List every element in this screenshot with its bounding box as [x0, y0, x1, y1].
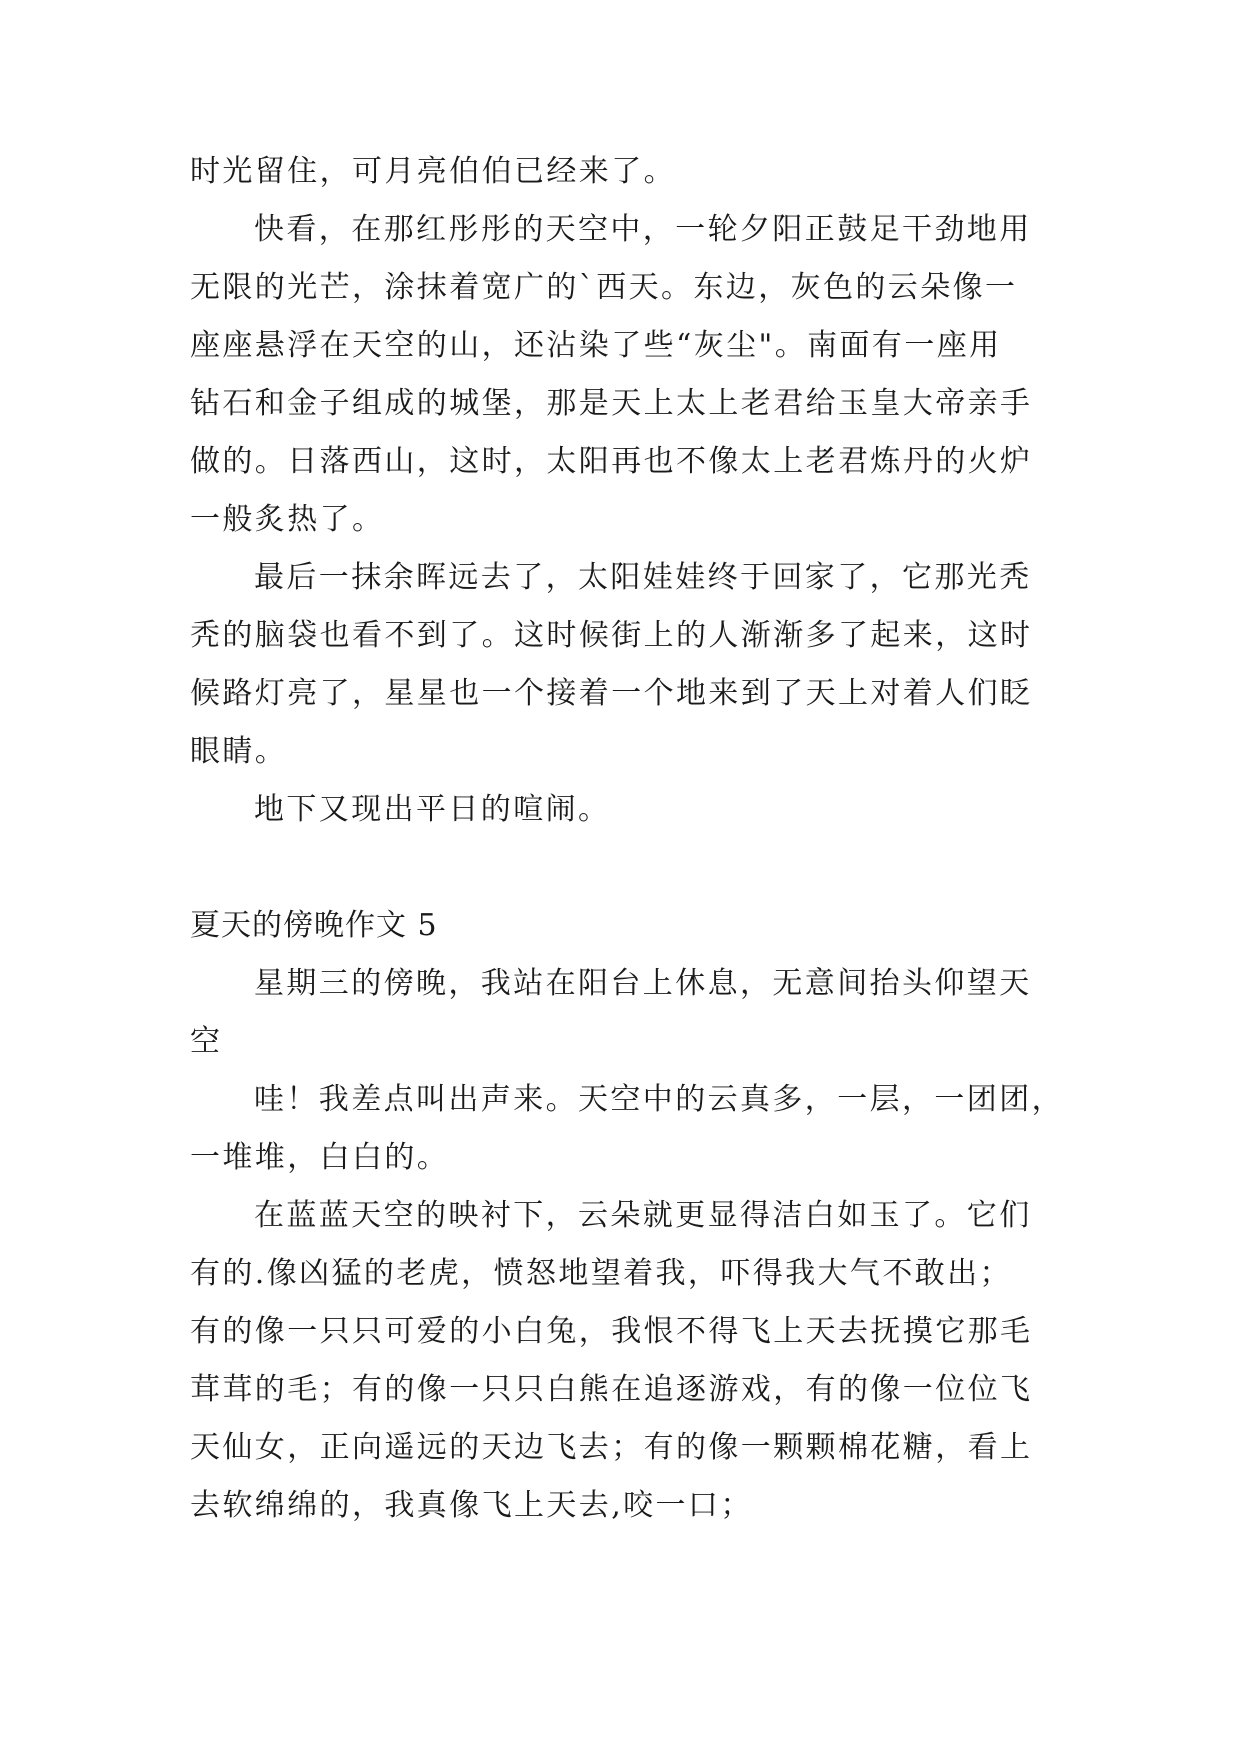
- text-line: 去软绵绵的，我真像飞上天去,咬一口；: [190, 1488, 753, 1523]
- section-heading: 夏天的傍晚作文 5: [190, 908, 438, 943]
- text-line: 一般炙热了。: [190, 502, 385, 537]
- text-line: 无限的光芒，涂抹着宽广的`西天。东边，灰色的云朵像一: [190, 270, 1018, 305]
- paragraph-first-line: 星期三的傍晚，我站在阳台上休息，无意间抬头仰望天: [254, 966, 1032, 1001]
- paragraph-first-line: 在蓝蓝天空的映衬下，云朵就更显得洁白如玉了。它们: [254, 1198, 1032, 1233]
- text-line: 眼睛。: [190, 734, 288, 769]
- text-line: 有的像一只只可爱的小白兔，我恨不得飞上天去抚摸它那毛: [190, 1314, 1033, 1349]
- text-line: 茸茸的毛；有的像一只只白熊在追逐游戏，有的像一位位飞: [190, 1372, 1033, 1407]
- paragraph-first-line: 地下又现出平日的喧闹。: [254, 792, 611, 827]
- text-line: 空: [190, 1024, 223, 1059]
- text-line: 一堆堆，白白的。: [190, 1140, 450, 1175]
- paragraph-first-line: 快看，在那红彤彤的天空中，一轮夕阳正鼓足干劲地用: [254, 212, 1032, 247]
- text-line: 候路灯亮了，星星也一个接着一个地来到了天上对着人们眨: [190, 676, 1033, 711]
- text-line: 有的.像凶猛的老虎，愤怒地望着我，吓得我大气不敢出；: [190, 1256, 1012, 1291]
- text-line: 座座悬浮在天空的山，还沾染了些“灰尘"。南面有一座用: [190, 328, 1002, 363]
- text-line: 秃的脑袋也看不到了。这时候街上的人渐渐多了起来，这时: [190, 618, 1033, 653]
- text-line: 钻石和金子组成的城堡，那是天上太上老君给玉皇大帝亲手: [190, 386, 1033, 421]
- text-line: 时光留住，可月亮伯伯已经来了。: [190, 154, 676, 189]
- paragraph-first-line: 哇！我差点叫出声来。天空中的云真多，一层，一团团，: [254, 1082, 1064, 1117]
- text-line: 做的。日落西山，这时，太阳再也不像太上老君炼丹的火炉: [190, 444, 1033, 479]
- paragraph-first-line: 最后一抹余晖远去了，太阳娃娃终于回家了，它那光秃: [254, 560, 1032, 595]
- text-line: 天仙女，正向遥远的天边飞去；有的像一颗颗棉花糖，看上: [190, 1430, 1033, 1465]
